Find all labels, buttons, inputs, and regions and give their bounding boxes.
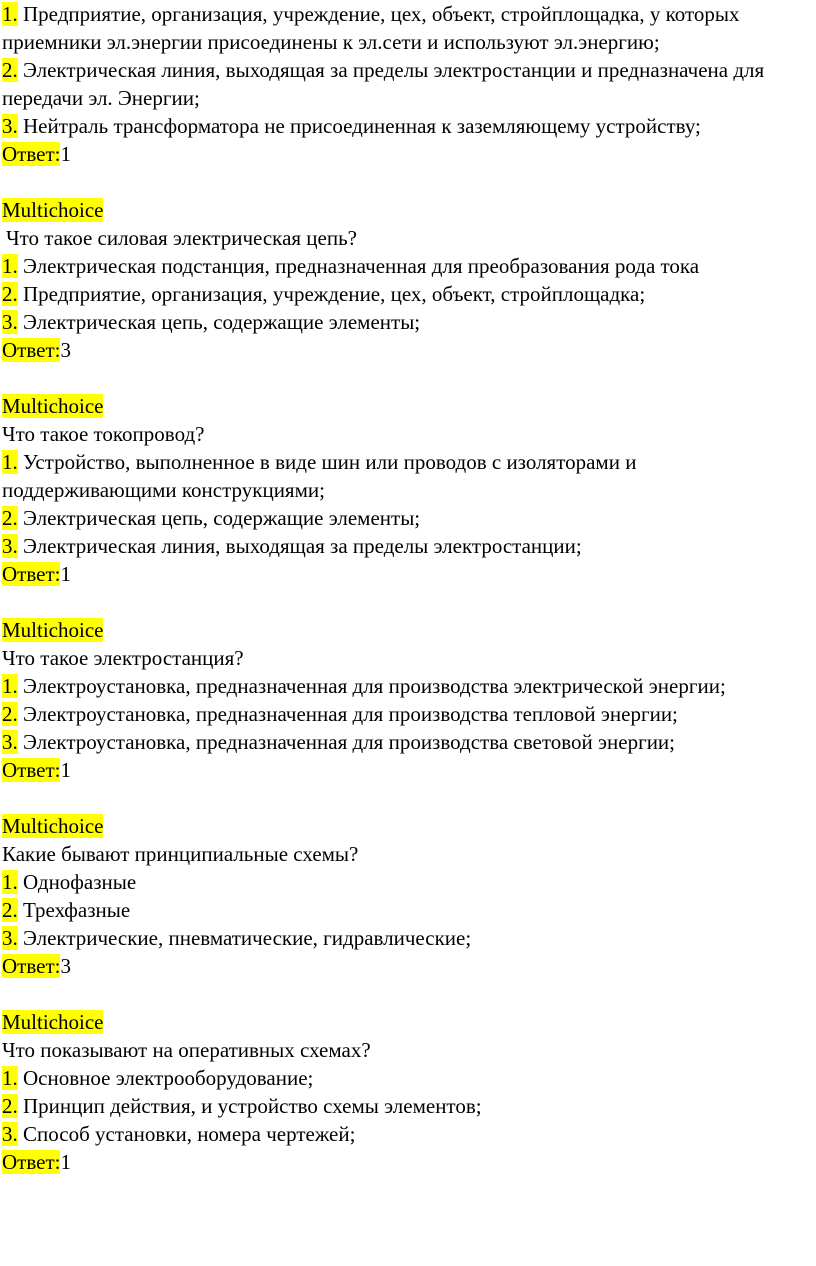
option-3 bbox=[0, 532, 816, 560]
option-number: 1. bbox=[2, 2, 18, 26]
question-text: Что такое силовая электрическая цепь? bbox=[6, 226, 357, 250]
option-number: 2. bbox=[2, 702, 18, 726]
option-number: 3. bbox=[2, 1122, 18, 1146]
option-text: Электроустановка, предназначенная для производства электрической энергии; bbox=[23, 674, 726, 698]
option-text: Электрическая линия, выходящая за пределы электростанции и предназначена для передачи эл. Энергии; bbox=[2, 58, 765, 110]
option-1 bbox=[0, 0, 816, 56]
option-number: 3. bbox=[2, 730, 18, 754]
question-text: Какие бывают принципиальные схемы? bbox=[2, 842, 359, 866]
option-2 bbox=[0, 504, 816, 532]
option-number: 2. bbox=[2, 506, 18, 530]
answer-value: 3 bbox=[60, 338, 71, 362]
option-number: 2. bbox=[2, 898, 18, 922]
question-type-label: Multichoice bbox=[2, 394, 104, 418]
question-type bbox=[0, 392, 816, 420]
question-block-5 bbox=[0, 1008, 816, 1176]
answer-line bbox=[0, 336, 816, 364]
answer-line bbox=[0, 756, 816, 784]
question-text: Что показывают на оперативных схемах? bbox=[2, 1038, 371, 1062]
option-text: Нейтраль трансформатора не присоединенная к заземляющему устройству; bbox=[23, 114, 701, 138]
option-1 bbox=[0, 868, 816, 896]
answer-line bbox=[0, 140, 816, 168]
question-block-4 bbox=[0, 812, 816, 980]
answer-value: 1 bbox=[60, 562, 71, 586]
option-text: Электрическая подстанция, предназначенная для преобразования рода тока bbox=[23, 254, 700, 278]
question-text: Что такое токопровод? bbox=[2, 422, 205, 446]
option-text: Электрическая цепь, содержащие элементы; bbox=[23, 310, 421, 334]
question-type bbox=[0, 812, 816, 840]
option-text: Трехфазные bbox=[23, 898, 131, 922]
option-3 bbox=[0, 1120, 816, 1148]
option-number: 3. bbox=[2, 114, 18, 138]
question-type-label: Multichoice bbox=[2, 1010, 104, 1034]
question-text: Что такое электростанция? bbox=[2, 646, 244, 670]
option-1 bbox=[0, 252, 816, 280]
question-type-label: Multichoice bbox=[2, 198, 104, 222]
answer-value: 1 bbox=[60, 142, 71, 166]
option-text: Электрическая цепь, содержащие элементы; bbox=[23, 506, 421, 530]
option-text: Принцип действия, и устройство схемы элементов; bbox=[23, 1094, 482, 1118]
option-text: Электрические, пневматические, гидравлические; bbox=[23, 926, 472, 950]
option-text: Устройство, выполненное в виде шин или проводов с изоляторами и поддерживающими конструкциями; bbox=[2, 450, 637, 502]
option-3 bbox=[0, 924, 816, 952]
option-2 bbox=[0, 896, 816, 924]
answer-value: 1 bbox=[60, 758, 71, 782]
answer-line bbox=[0, 560, 816, 588]
option-text: Предприятие, организация, учреждение, цех, объект, стройплощадка; bbox=[23, 282, 646, 306]
option-1 bbox=[0, 448, 816, 504]
option-number: 3. bbox=[2, 534, 18, 558]
option-3 bbox=[0, 308, 816, 336]
answer-value: 3 bbox=[60, 954, 71, 978]
option-2 bbox=[0, 56, 816, 112]
question-type-label: Multichoice bbox=[2, 814, 104, 838]
answer-value: 1 bbox=[60, 1150, 71, 1174]
option-1 bbox=[0, 1064, 816, 1092]
option-text: Однофазные bbox=[23, 870, 137, 894]
question-type-label: Multichoice bbox=[2, 618, 104, 642]
option-number: 1. bbox=[2, 1066, 18, 1090]
option-number: 3. bbox=[2, 310, 18, 334]
option-text: Электроустановка, предназначенная для производства тепловой энергии; bbox=[23, 702, 678, 726]
option-number: 1. bbox=[2, 254, 18, 278]
answer-label: Ответ: bbox=[2, 1150, 61, 1174]
option-1 bbox=[0, 672, 816, 700]
question-type bbox=[0, 616, 816, 644]
option-number: 1. bbox=[2, 450, 18, 474]
option-number: 1. bbox=[2, 674, 18, 698]
option-2 bbox=[0, 280, 816, 308]
answer-line bbox=[0, 1148, 816, 1176]
option-text: Предприятие, организация, учреждение, цех, объект, стройплощадка, у которых приемники эл.энергии присоединены к эл.сети и используют эл.энергию; bbox=[2, 2, 740, 54]
option-number: 2. bbox=[2, 1094, 18, 1118]
question-block-3 bbox=[0, 616, 816, 784]
option-number: 3. bbox=[2, 926, 18, 950]
option-number: 2. bbox=[2, 282, 18, 306]
question-block-1 bbox=[0, 196, 816, 364]
answer-label: Ответ: bbox=[2, 562, 61, 586]
option-number: 2. bbox=[2, 58, 18, 82]
option-3 bbox=[0, 112, 816, 140]
option-2 bbox=[0, 700, 816, 728]
answer-label: Ответ: bbox=[2, 338, 61, 362]
option-text: Электроустановка, предназначенная для производства световой энергии; bbox=[23, 730, 676, 754]
option-text: Способ установки, номера чертежей; bbox=[23, 1122, 356, 1146]
answer-label: Ответ: bbox=[2, 758, 61, 782]
question-type bbox=[0, 196, 816, 224]
answer-line bbox=[0, 952, 816, 980]
option-text: Основное электрооборудование; bbox=[23, 1066, 314, 1090]
question-block-2 bbox=[0, 392, 816, 588]
option-text: Электрическая линия, выходящая за пределы электростанции; bbox=[23, 534, 582, 558]
option-number: 1. bbox=[2, 870, 18, 894]
question-type bbox=[0, 1008, 816, 1036]
question-block-0 bbox=[0, 0, 816, 168]
answer-label: Ответ: bbox=[2, 142, 61, 166]
answer-label: Ответ: bbox=[2, 954, 61, 978]
option-2 bbox=[0, 1092, 816, 1120]
option-3 bbox=[0, 728, 816, 756]
